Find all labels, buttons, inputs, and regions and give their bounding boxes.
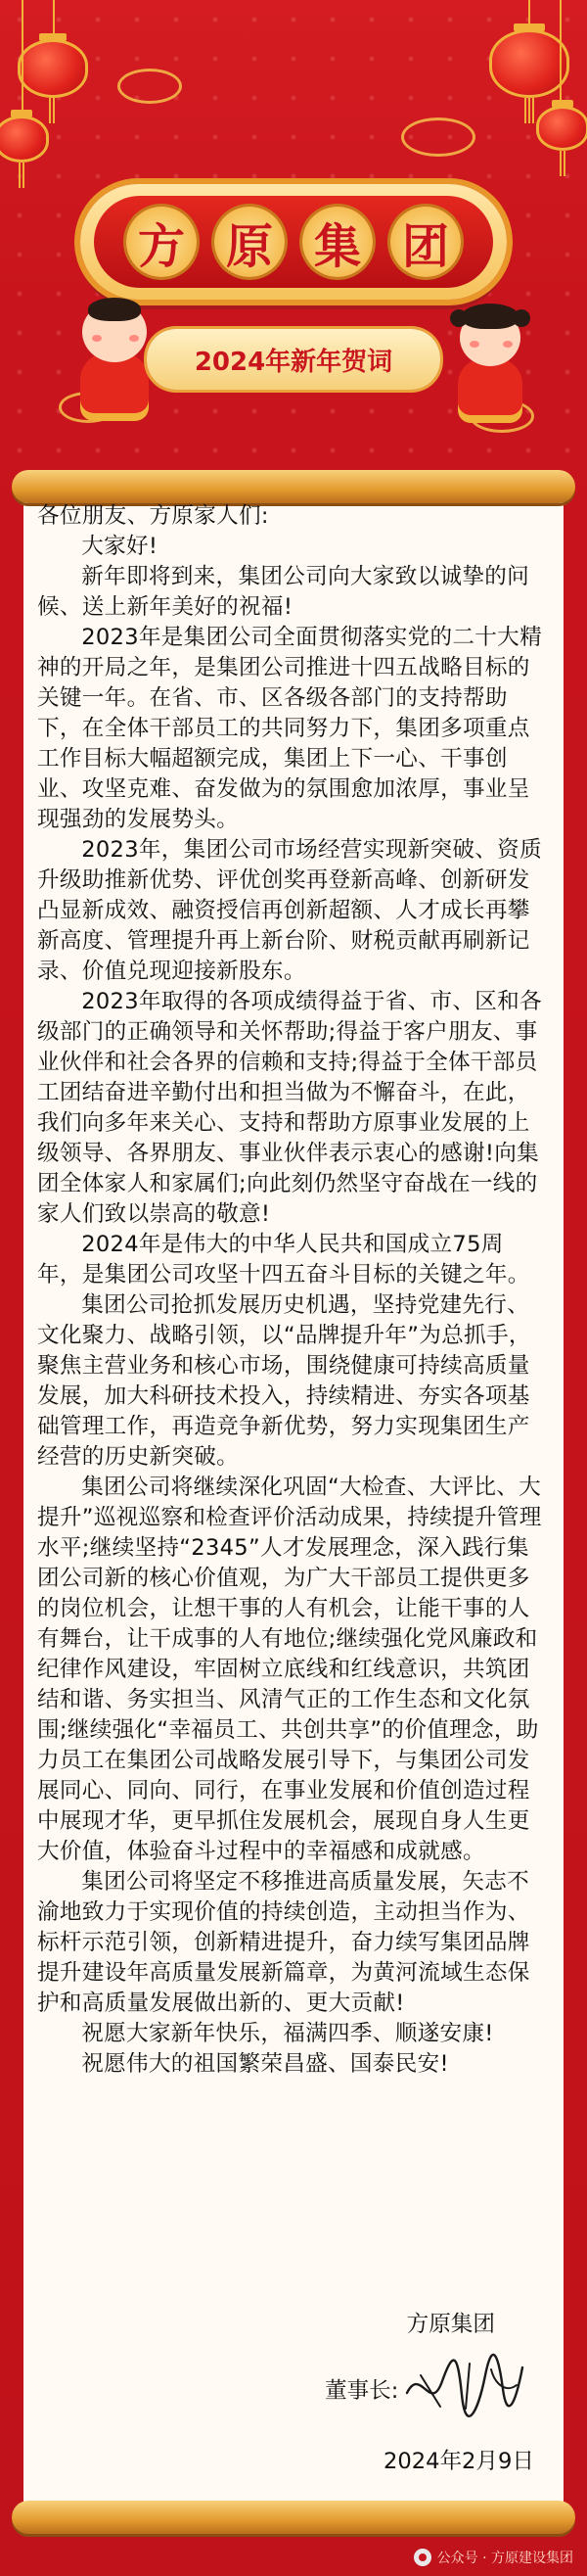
logo-char: 集 bbox=[302, 207, 373, 277]
company-logo-plaque bbox=[80, 184, 507, 300]
paragraph: 2024年是伟大的中华人民共和国成立75周年，是集团公司攻坚十四五奋斗目标的关键之年。 bbox=[37, 1232, 530, 1288]
logo-char: 原 bbox=[214, 207, 285, 277]
cloud-icon bbox=[117, 69, 182, 104]
paragraph: 大家好! bbox=[81, 534, 158, 559]
lantern-icon bbox=[18, 39, 88, 98]
signature-block bbox=[23, 2307, 564, 2503]
letter-body bbox=[23, 501, 564, 2080]
paragraph: 新年即将到来，集团公司向大家致以诚挚的问候、送上新年美好的祝福! bbox=[37, 564, 530, 620]
watermark-text: 公众号 · 方原建设集团 bbox=[436, 2551, 573, 2566]
lantern-string bbox=[22, 0, 23, 117]
wechat-watermark bbox=[414, 2548, 573, 2567]
logo-inner bbox=[94, 196, 493, 288]
wechat-account-icon bbox=[414, 2549, 431, 2566]
paragraph: 2023年是集团公司全面贯彻落实党的二十大精神的开局之年，是集团公司推进十四五战略目标的关键一年。在省、市、区各级各部门的支持帮助下，在全体干部员工的共同努力下，集团多项重点工作目标大幅超额完成，集团上下一心、干事创业、攻坚克难、奋发做为的氛围愈加浓厚，事业呈现强劲的发展势头。 bbox=[37, 625, 542, 832]
paragraph: 2023年，集团公司市场经营实现新突破、资质升级助推新优势、评优创奖再登新高峰、创新研发凸显新成效、融资授信再创新超额、人才成长再攀新高度、管理提升再上新台阶、财税贡献再刷新记录、价值兑现迎接新股东。 bbox=[37, 837, 542, 984]
lantern-string bbox=[560, 0, 562, 108]
girl-illustration bbox=[442, 300, 540, 437]
handwritten-signature bbox=[401, 2346, 528, 2424]
paragraph: 集团公司将继续深化巩固“大检查、大评比、大提升”巡视巡察和检查评价活动成果，持续提升管理水平;继续坚持“2345”人才发展理念，深入践行集团公司新的核心价值观，为广大干部员工提供更多的岗位机会，让想干事的人有机会，让能干事的人有舞台，让干成事的人有地位;继续强化党风廉政和纪律作风建设，牢固树立底线和红线意识，共筑团结和谐、务实担当、风清气正的工作生态和文化氛围;继续强化“幸福员工、共创共享”的价值理念，助力员工在集团公司战略发展引导下，与集团公司发展同心、同向、同行，在事业发展和价值创造过程中展现才华，更早抓住发展机会，展现自身人生更大价值，体验奋斗过程中的幸福感和成就感。 bbox=[37, 1475, 542, 1864]
lantern-icon bbox=[536, 106, 587, 151]
signer-company: 方原集团 bbox=[406, 2312, 495, 2337]
letter-date: 2024年2月9日 bbox=[383, 2449, 534, 2474]
logo-char: 方 bbox=[126, 207, 197, 277]
paragraph: 祝愿大家新年快乐，福满四季、顺遂安康! bbox=[81, 2021, 494, 2046]
paragraph: 集团公司将坚定不移推进高质量发展，矢志不渝地致力于实现价值的持续创造，主动担当作为、标杆示范引领，创新精进提升，奋力续写集团品牌提升建设年高质量发展新篇章，为黄河流域生态保护和高质量发展做出新的、更大贡献! bbox=[37, 1869, 530, 2016]
lantern-icon bbox=[489, 29, 569, 98]
lantern-icon bbox=[0, 116, 49, 163]
cloud-icon bbox=[401, 117, 475, 157]
festive-header bbox=[0, 0, 587, 470]
scroll-rod-bottom bbox=[12, 2501, 575, 2534]
paragraph: 集团公司抢抓发展历史机遇，坚持党建先行、文化聚力、战略引领，以“品牌提升年”为总抓手，聚焦主营业务和核心市场，围绕健康可持续高质量发展，加大科研技术投入，持续精进、夯实各项基础管理工作，再造竞争新优势，努力实现集团生产经营的历史新突破。 bbox=[37, 1292, 531, 1470]
salutation: 各位朋友、方原家人们: bbox=[37, 503, 269, 529]
subtitle-banner: 2024年新年贺词 bbox=[147, 329, 440, 390]
logo-char: 团 bbox=[390, 207, 461, 277]
scroll-rod-top bbox=[12, 470, 575, 503]
chairman-label: 董事长: bbox=[325, 2378, 399, 2404]
paragraph: 2023年取得的各项成绩得益于省、市、区和各级部门的正确领导和关怀帮助;得益于客户朋友、事业伙伴和社会各界的信赖和支持;得益于全体干部员工团结奋进辛勤付出和担当做为不懈奋斗，在此，我们向多年来关心、支持和帮助方原事业发展的上级领导、各界朋友、事业伙伴表示衷心的感谢!向集团全体家人和家属们;向此刻仍然坚守奋战在一线的家人们致以崇高的敬意! bbox=[37, 989, 542, 1227]
footer bbox=[0, 2542, 587, 2576]
paragraph: 祝愿伟大的祖国繁荣昌盛、国泰民安! bbox=[81, 2051, 449, 2077]
